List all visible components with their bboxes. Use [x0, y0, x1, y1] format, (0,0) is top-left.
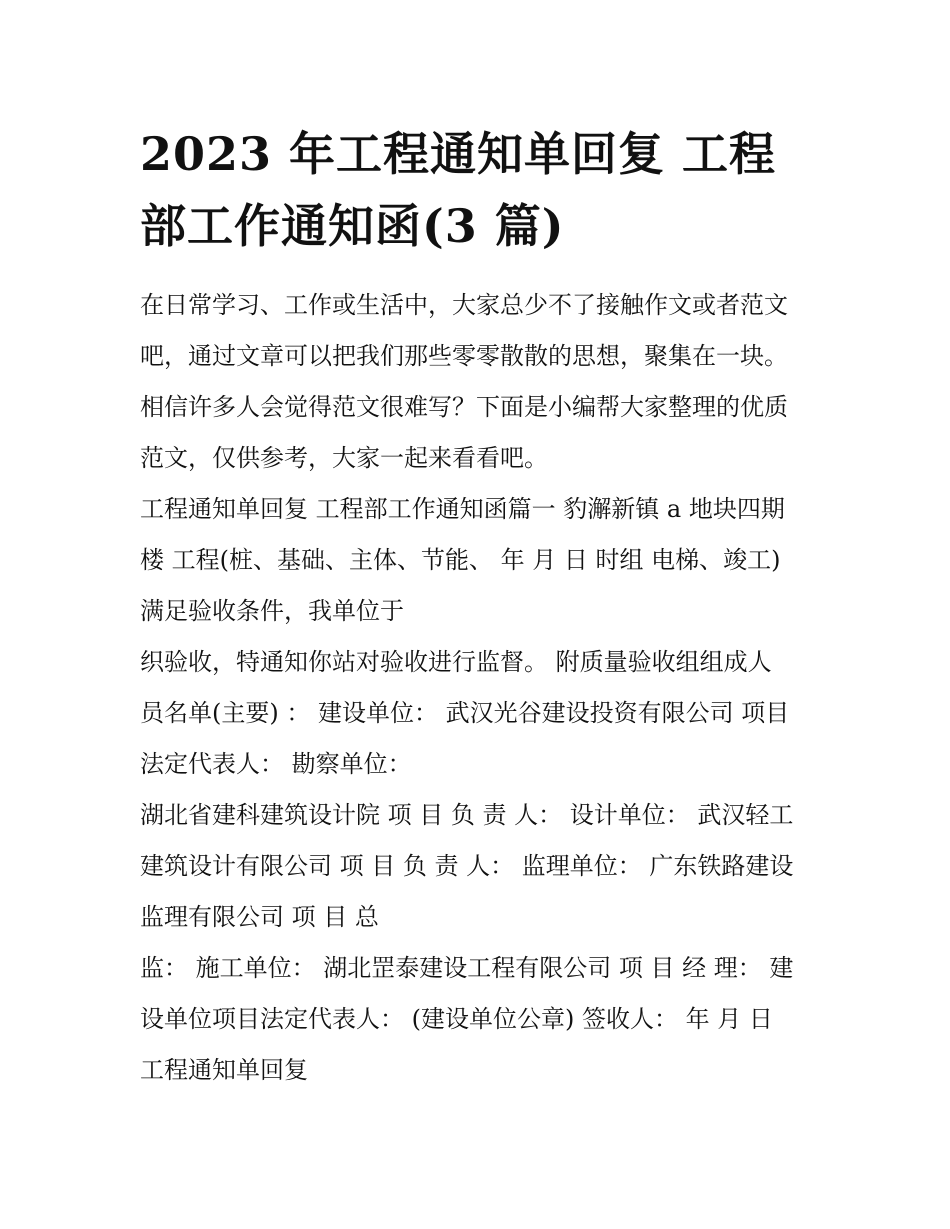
- body-line: 工程通知单回复 工程部工作通知函篇一 豹澥新镇 a 地块四期: [140, 495, 785, 523]
- body-line: 在日常学习、工作或生活中，大家总少不了接触作文或者范文: [140, 291, 788, 319]
- body-line: 楼 工程(桩、基础、主体、节能、 年 月 日 时组 电梯、竣工): [140, 546, 781, 574]
- body-line: 满足验收条件，我单位于: [140, 597, 404, 625]
- document-title: [140, 118, 820, 262]
- body-line: 织验收，特通知你站对验收进行监督。 附质量验收组组成人: [140, 648, 772, 676]
- body-line: 湖北省建科建筑设计院 项 目 负 责 人： 设计单位： 武汉轻工: [140, 801, 794, 829]
- document-body: [140, 280, 830, 1096]
- body-line: 相信许多人会觉得范文很难写？下面是小编帮大家整理的优质: [140, 393, 788, 421]
- body-line: 范文，仅供参考，大家一起来看看吧。: [140, 444, 548, 472]
- body-line: 监理有限公司 项 目 总: [140, 903, 379, 931]
- body-line: 工程通知单回复: [140, 1056, 308, 1084]
- body-line: 法定代表人： 勘察单位：: [140, 750, 412, 778]
- title-line-2: 部工作通知函(3 篇): [140, 199, 565, 253]
- body-line: 员名单(主要) ： 建设单位： 武汉光谷建设投资有限公司 项目: [140, 699, 790, 727]
- body-line: 建筑设计有限公司 项 目 负 责 人： 监理单位： 广东铁路建设: [140, 852, 794, 880]
- body-line: 设单位项目法定代表人： (建设单位公章) 签收人： 年 月 日: [140, 1005, 773, 1033]
- body-line: 监： 施工单位： 湖北罡泰建设工程有限公司 项 目 经 理： 建: [140, 954, 794, 982]
- title-line-1: 2023 年工程通知单回复 工程: [140, 127, 777, 181]
- body-line: 吧，通过文章可以把我们那些零零散散的思想，聚集在一块。: [140, 342, 788, 370]
